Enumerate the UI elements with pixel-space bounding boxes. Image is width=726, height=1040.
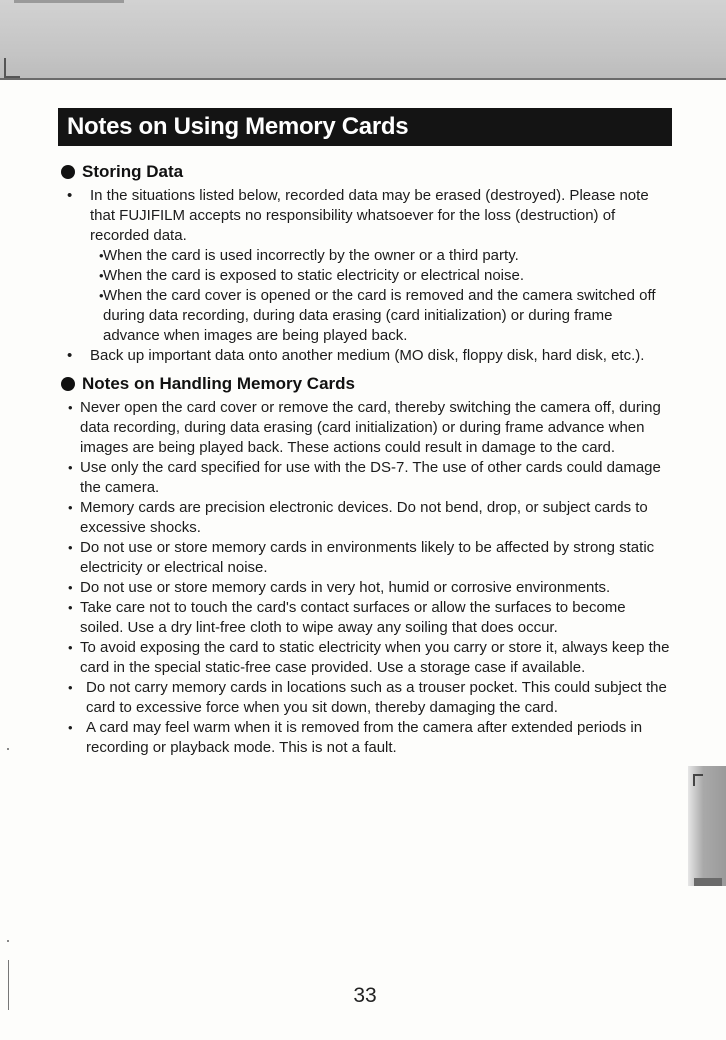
margin-dot-decoration (7, 940, 9, 942)
bullet-icon: • (68, 580, 73, 595)
section-heading-handling (58, 372, 670, 396)
list-item-text: Use only the card specified for use with the DS-7. The use of other cards could damage the camera. (80, 459, 661, 496)
list-item-text: Do not carry memory cards in locations such as a trouser pocket. This could subject the card to excessive force when you sit down, thereby damaging the card. (86, 679, 667, 716)
margin-line-decoration (8, 960, 9, 1010)
list-item (58, 598, 670, 638)
bullet-icon: • (68, 500, 73, 515)
sub-list-item-text: When the card cover is opened or the card is removed and the camera switched off during data recording, during data erasing (card initialization) or during frame advance when images are being played back. (103, 287, 656, 344)
list-item (58, 186, 670, 346)
section-heading-label: Notes on Handling Memory Cards (82, 374, 355, 393)
bullet-icon: • (68, 680, 73, 695)
bullet-icon: • (67, 187, 73, 204)
tab-hook-decoration (693, 774, 703, 786)
bullet-icon: • (68, 540, 73, 555)
bullet-icon: • (68, 460, 73, 475)
list-item-text: Memory cards are precision electronic devices. Do not bend, drop, or subject cards to excessive shocks. (80, 499, 648, 536)
bullet-icon: • (68, 600, 73, 615)
list-item-text: A card may feel warm when it is removed from the camera after extended periods in recording or playback mode. This is not a fault. (86, 719, 643, 756)
list-item (58, 458, 670, 498)
list-item (58, 498, 670, 538)
list-item-text: Never open the card cover or remove the card, thereby switching the camera off, during data recording, during data erasing (card initialization) or during frame advance when images are being played back. These actions could result in damage to the card. (80, 399, 661, 456)
sub-list-item (90, 266, 670, 286)
list-item (58, 346, 670, 366)
list-item-text: To avoid exposing the card to static electricity when you carry or store it, always keep the card in the special static-free case provided. Use a storage case if available. (80, 639, 670, 676)
scanned-top-band (0, 0, 726, 80)
list-item (58, 678, 670, 718)
list-item-text: In the situations listed below, recorded data may be erased (destroyed). Please note that FUJIFILM accepts no responsibility whatsoever for the loss (destruction) of recorded data. (90, 187, 649, 244)
bullet-dot-icon (61, 165, 75, 179)
bullet-icon: • (99, 288, 104, 303)
bullet-icon: • (68, 640, 73, 655)
sub-list-item (90, 286, 670, 346)
list-item-text: Take care not to touch the card's contact surfaces or allow the surfaces to become soiled. Use a dry lint-free cloth to wipe away any soiling that does occur. (80, 599, 626, 636)
bullet-icon: • (99, 268, 104, 283)
list-item (58, 578, 670, 598)
sub-list-item-text: When the card is exposed to static electricity or electrical noise. (103, 267, 525, 284)
chapter-edge-tab (688, 766, 726, 886)
list-item (58, 638, 670, 678)
page-content (58, 160, 670, 758)
section-heading-storing-data (58, 160, 670, 184)
bullet-icon: • (99, 248, 104, 263)
bullet-icon: • (68, 400, 73, 415)
sub-list-item (90, 246, 670, 266)
list-item-text: Back up important data onto another medium (MO disk, floppy disk, hard disk, etc.). (90, 347, 645, 364)
section-heading-label: Storing Data (82, 162, 184, 181)
corner-bracket-decoration (4, 58, 20, 78)
bullet-icon: • (68, 720, 73, 735)
top-notch-decoration (14, 0, 124, 3)
margin-dot-decoration (7, 748, 9, 750)
list-item (58, 718, 670, 758)
list-item (58, 538, 670, 578)
bullet-dot-icon (61, 377, 75, 391)
list-item-text: Do not use or store memory cards in very hot, humid or corrosive environments. (80, 579, 611, 596)
page-title: Notes on Using Memory Cards (58, 108, 672, 146)
tab-foot-decoration (694, 878, 722, 886)
list-item (58, 398, 670, 458)
sub-list-item-text: When the card is used incorrectly by the owner or a third party. (103, 247, 519, 264)
list-item-text: Do not use or store memory cards in environments likely to be affected by strong static electricity or electrical noise. (80, 539, 655, 576)
page-number: 33 (353, 984, 377, 1007)
bullet-icon: • (67, 347, 73, 364)
